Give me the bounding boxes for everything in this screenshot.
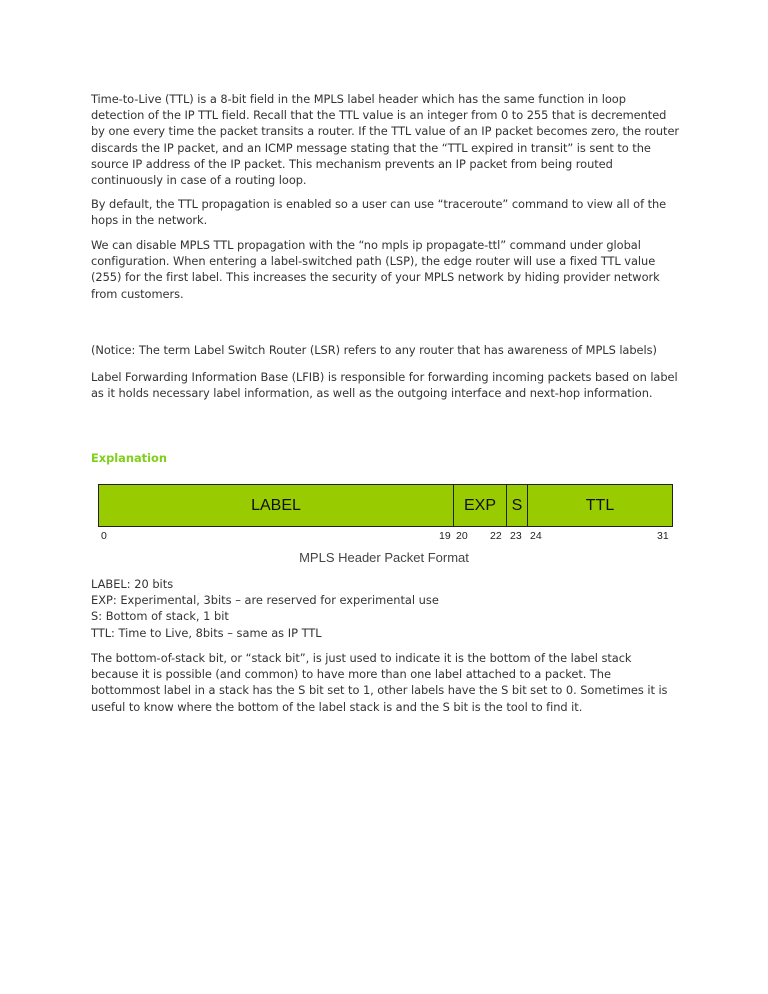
- paragraph-disable-ttl-propagation: We can disable MPLS TTL propagation with the “no mpls ip propagate-ttl” command under global configuration. When entering a label-switched path (LSP), the edge router will use a fixed TTL value (255) for the first label. This increases the security of your MPLS network by hiding provider network from customers.: [91, 238, 660, 301]
- paragraph-ttl-intro: Time-to-Live (TTL) is a 8-bit field in the MPLS label header which has the same function in loop detection of the IP TTL field. Recall that the TTL value is an integer from 0 to 255 that is decremented by one every time the packet transits a router. If the TTL value of an IP packet becomes zero, the router discards the IP packet, and an ICMP message stating that the “TTL expired in transit” is sent to the source IP address of the IP packet. This mechanism prevents an IP packet from being routed continuously in case of a routing loop.: [91, 92, 680, 188]
- definition-ttl: TTL: Time to Live, 8bits – same as IP TTL: [91, 625, 322, 640]
- definition-label: LABEL: 20 bits: [91, 577, 174, 591]
- bit-position-20: 20: [456, 530, 468, 542]
- bit-position-24: 24: [530, 530, 542, 542]
- field-exp-text: EXP: [463, 496, 496, 514]
- bit-position-22: 22: [490, 530, 502, 542]
- definition-exp: EXP: Experimental, 3bits – are reserved for experimental use: [91, 593, 439, 608]
- field-s: [506, 484, 528, 527]
- paragraph-lfib: Label Forwarding Information Base (LFIB) is responsible for forwarding incoming packets based on label as it holds necessary label information, as well as the outgoing interface and next-hop information.: [91, 370, 678, 401]
- field-ttl-text: TTL: [585, 496, 615, 514]
- field-ttl: [527, 484, 673, 527]
- field-exp: [453, 484, 507, 527]
- field-definitions: [91, 576, 439, 641]
- definition-s: S: Bottom of stack, 1 bit: [91, 609, 229, 624]
- field-label-text: LABEL: [251, 496, 301, 514]
- field-s-text: S: [511, 496, 523, 514]
- bit-position-31: 31: [657, 530, 669, 542]
- bit-position-23: 23: [510, 530, 522, 542]
- field-label: [98, 484, 454, 527]
- explanation-heading: Explanation: [91, 451, 167, 465]
- paragraph-lsr-notice: (Notice: The term Label Switch Router (LSR) refers to any router that has awareness of MPLS labels): [91, 343, 657, 357]
- figure-caption: MPLS Header Packet Format: [299, 550, 469, 565]
- bit-position-0: 0: [101, 530, 107, 542]
- bit-position-19: 19: [439, 530, 451, 542]
- paragraph-ttl-propagation-default: By default, the TTL propagation is enabled so a user can use “traceroute” command to view all of the hops in the network.: [91, 197, 667, 228]
- paragraph-stack-bit: The bottom-of-stack bit, or “stack bit”, is just used to indicate it is the bottom of the label stack because it is possible (and common) to have more than one label attached to a packet. The bottommost label in a stack has the S bit set to 1, other labels have the S bit set to 0. Sometimes it is useful to know where the bottom of the label stack is and the S bit is the tool to find it.: [91, 651, 668, 714]
